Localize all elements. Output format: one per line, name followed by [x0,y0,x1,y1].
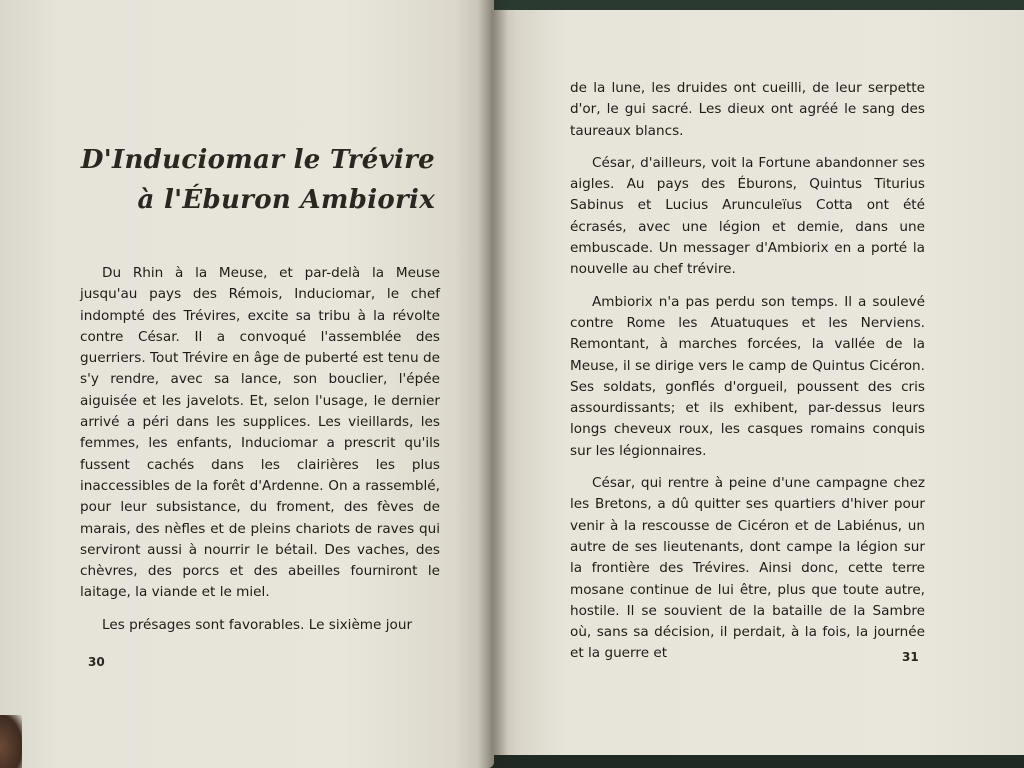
paragraph: Du Rhin à la Meuse, et par-delà la Meuse jusqu'au pays des Rémois, Induciomar, le chef indompté des Trévires, excite sa tribu à la révolte contre César. Il a convoqué l'assemblée des guerriers. Tout Trévire en âge de puberté est tenu de s'y rendre, avec sa lance, son bouclier, l'épée aiguisée et les javelots. Et, selon l'usage, le dernier arrivé a péri dans les supplices. Les vieillards, les femmes, les enfants, Induciomar a prescrit qu'ils fussent cachés dans les clairières les plus inaccessibles de la forêt d'Ardenne. On a rassemblé, pour leur subsistance, du froment, des fèves de marais, des nèfles et de pleins chariots de raves qui serviront aussi à nourrir le bétail. Des vaches, des chèvres, des porcs et des abeilles fourniront le laitage, la viande et le miel. [80,265,440,601]
paragraph: César, qui rentre à peine d'une campagne chez les Bretons, a dû quitter ses quartiers d'hiver pour venir à la rescousse de Cicéron et de Labiénus, un autre de ses lieutenants, dont campe la légion sur la frontière des Trévires. Ainsi donc, cette terre mosane continue de lui être, plus que toute autre, hostile. Il se souvient de la bataille de la Sambre où, sans sa décision, il perdait, à la fois, la journée et la guerre et [570,475,925,662]
left-page-body [80,263,440,647]
paragraph: de la lune, les druides ont cueilli, de leur serpette d'or, le gui sacré. Les dieux ont agréé le sang des taureaux blancs. [570,80,925,139]
page-number-left: 30 [88,655,105,669]
chapter-title [60,140,435,220]
right-page-body [570,78,925,676]
right-page [490,10,1024,755]
chapter-title-line-1: D'Induciomar le Trévire [80,145,435,175]
left-page [0,0,494,768]
thumb-holding-book [0,715,22,768]
paragraph: Ambiorix n'a pas perdu son temps. Il a soulevé contre Rome les Atuatuques et les Nerviens. Remontant, à marches forcées, la vallée de la Meuse, il se dirige vers le camp de Quintus Cicéron. Ses soldats, gonflés d'orgueil, poussent des cris assourdissants; et ils exhibent, par-dessus leurs longs cheveux roux, les casques romains conquis sur les légionnaires. [570,293,925,459]
chapter-title-line-2: à l'Éburon Ambiorix [137,185,435,215]
paragraph: Les présages sont favorables. Le sixième jour [102,616,413,633]
paragraph: César, d'ailleurs, voit la Fortune abandonner ses aigles. Au pays des Éburons, Quintus Titurius Sabinus et Lucius Arunculeïus Cotta ont été écrasés, avec une légion et demie, dans une embuscade. Un messager d'Ambiorix en a porté la nouvelle au chef trévire. [570,154,925,278]
page-number-right: 31 [902,650,919,664]
